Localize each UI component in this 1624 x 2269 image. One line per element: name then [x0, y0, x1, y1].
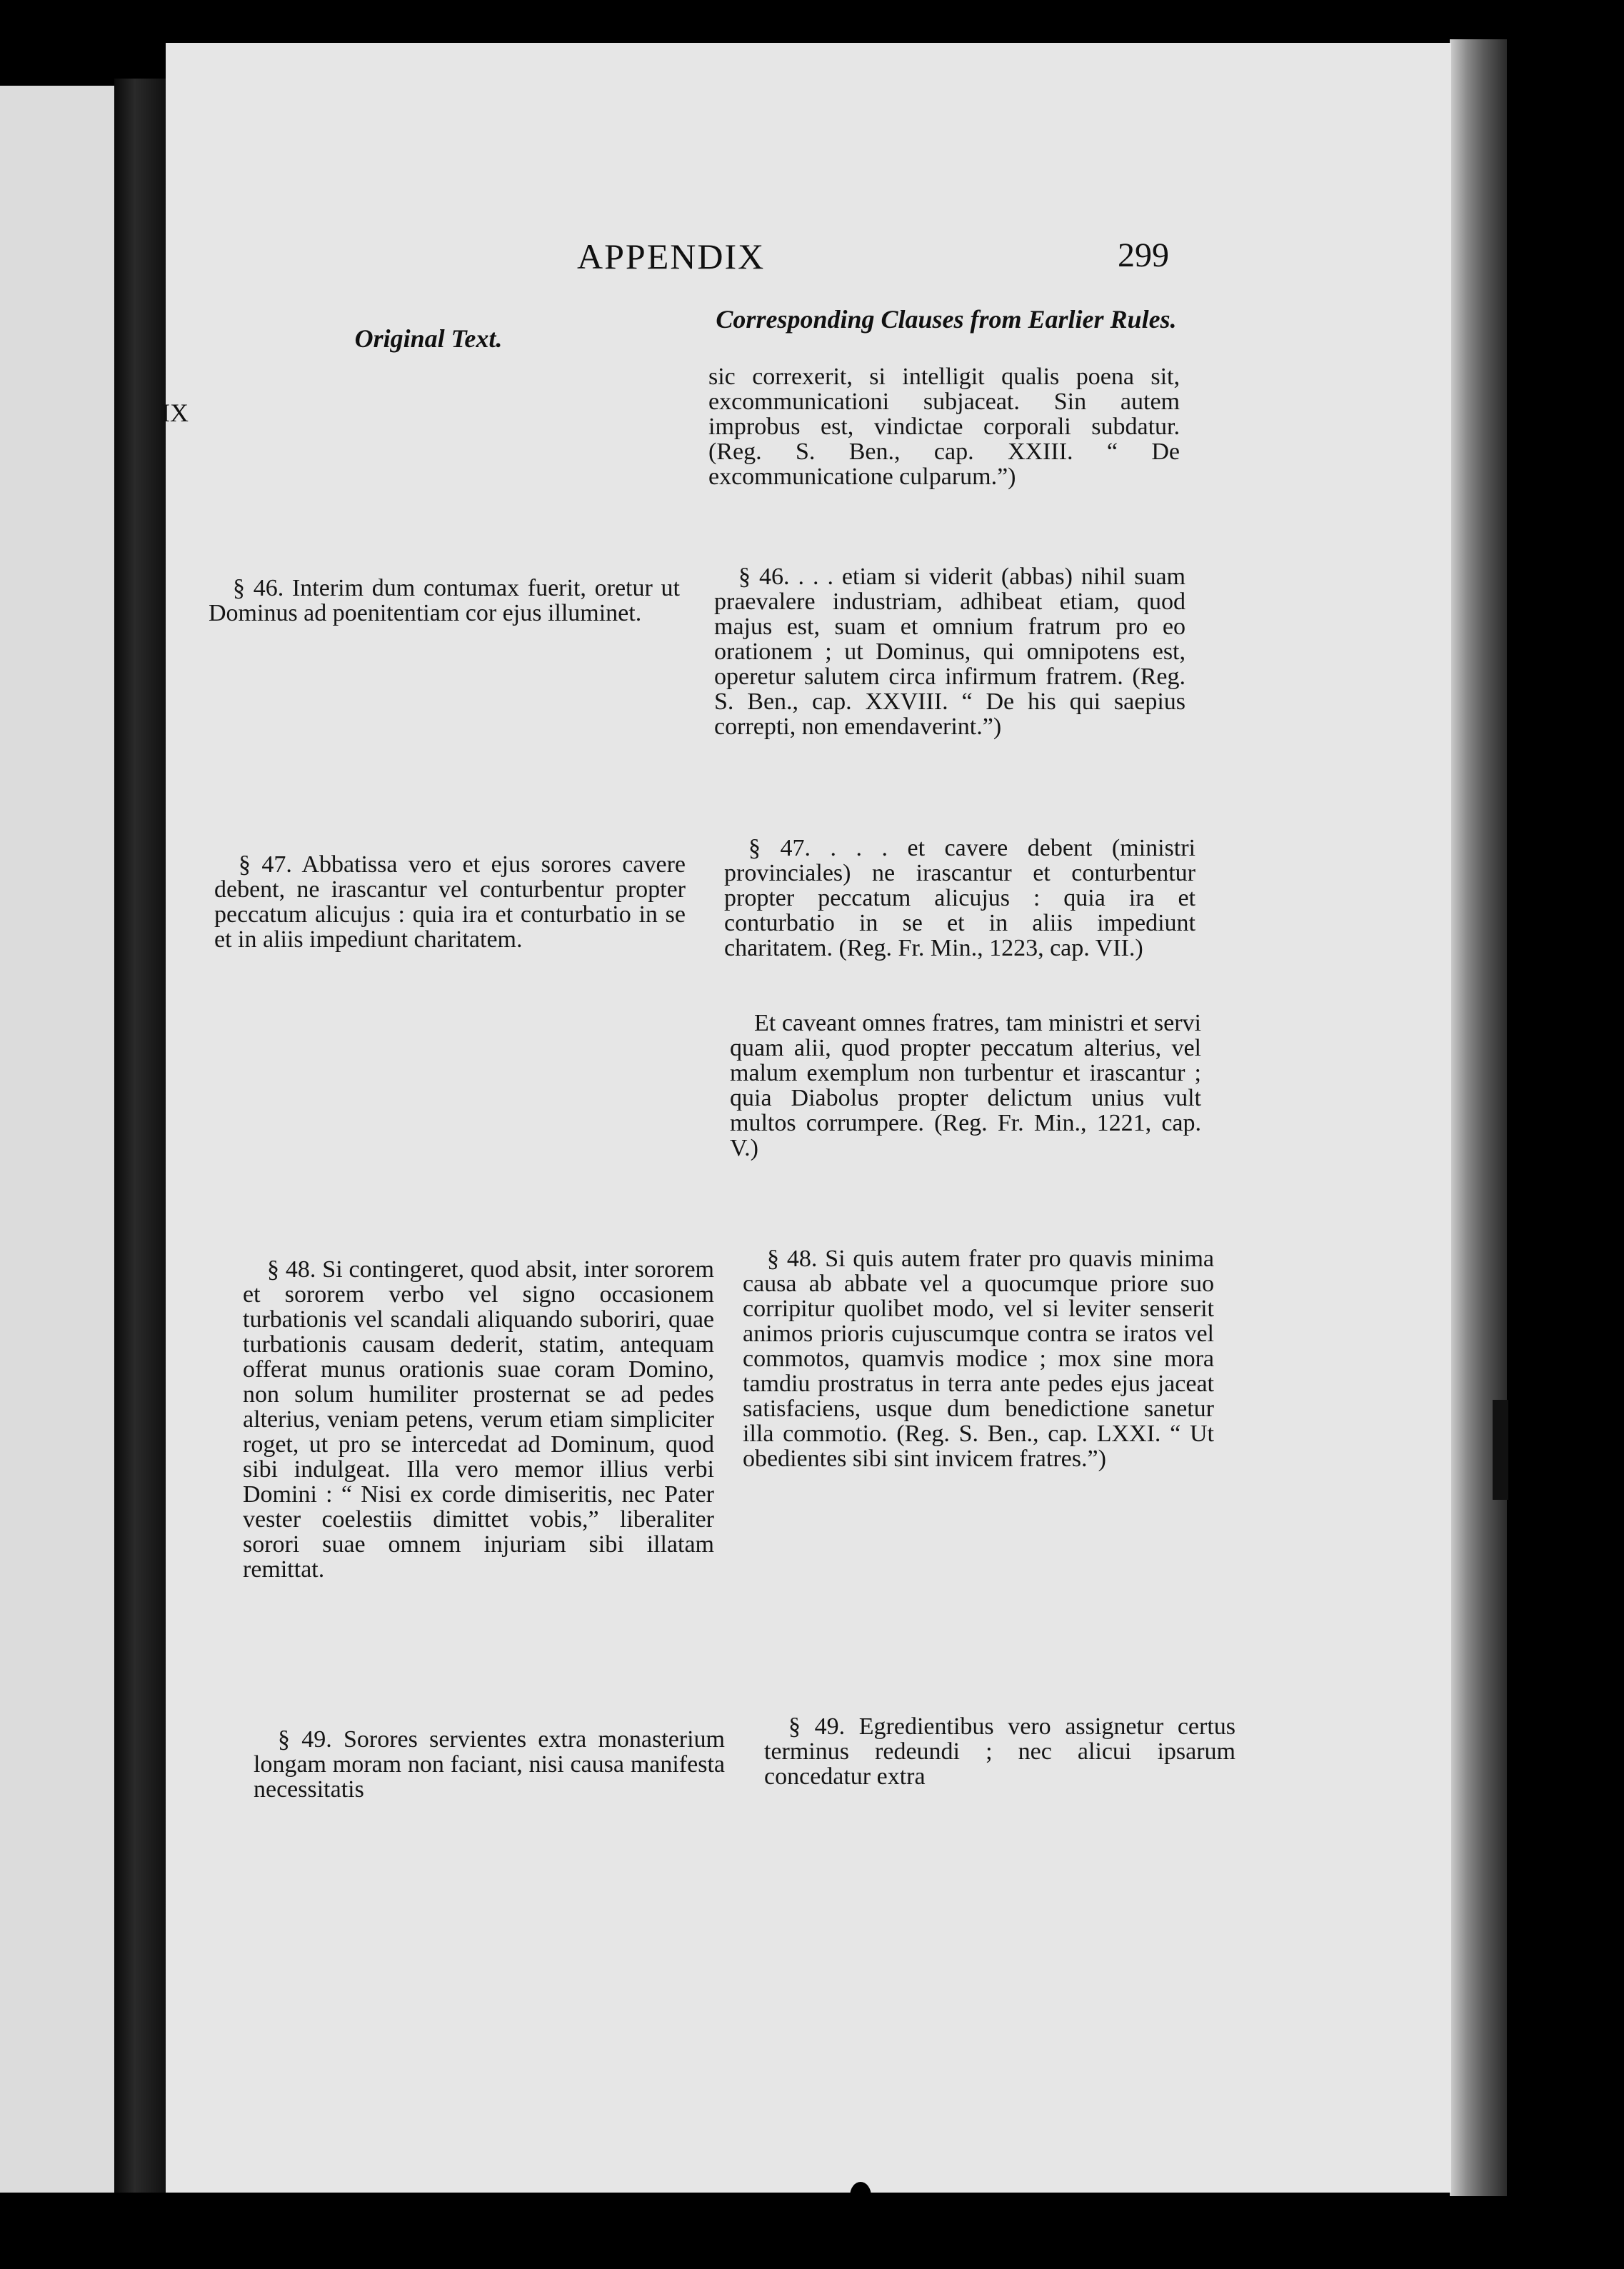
left-paragraph-48: § 48. Si contingeret, quod absit, inter sororem et sororem verbo vel signo occasionem turbationis vel scandali aliquando suboriri, quae turbationis causam dederit, statim, antequam offerat munus orationis suae coram Domino, non solum humiliter prosternat se ad pedes alterius, veniam petens, verum etiam simpliciter roget, ut pro se intercedat ad Dominum, quod sibi indulgeat. Illa vero memor illius verbi Domini : “ Nisi ex corde dimiseritis, nec Pater vester coelestiis dimittet vobis,” liberaliter sorori suae omnem injuriam sibi illatam remittat. [243, 1256, 714, 1583]
right-paragraph-46: § 46. . . . etiam si viderit (abbas) nihil suam praevalere industriam, adhibeat etiam, quod majus est, suam et omnium fratrum pro eo orationem ; ut Dominus, qui omnipotens est, operetur salutem circa infirmum fratrem. (Reg. S. Ben., cap. XXVIII. “ De his qui saepius correpti, non emendaverint.”) [714, 564, 1186, 740]
margin-note: IX [161, 399, 189, 427]
left-paragraph-49: § 49. Sorores servientes extra monasterium longam moram non faciant, nisi causa manifesta necessitatis [254, 1726, 725, 1803]
running-head-title: APPENDIX [577, 236, 766, 276]
right-paragraph-48: § 48. Si quis autem frater pro quavis minima causa ab abbate vel a quocumque priore suo corripitur quolibet modo, vel si leviter senserit animos prioris cujuscumque contra se iratos vel commotos, quamvis modice ; mox sine mora tamdiu prostratus in terra ante pedes ejus jaceat satisfaciens, usque dum benedictione sanetur illa commotio. (Reg. S. Ben., cap. LXXI. “ Ut obedientes sibi sint invicem fratres.”) [743, 1246, 1214, 1472]
right-paragraph-continuation: sic correxerit, si intelligit qualis poena sit, excommunicationi subjaceat. Sin autem improbus est, vindictae corporali subdatur. (Reg. S. Ben., cap. XXIII. “ De excommunicatione culparum.”) [708, 364, 1180, 490]
book-gutter [114, 79, 166, 2193]
page-number: 299 [1118, 236, 1169, 274]
left-paragraph-46: § 46. Interim dum contumax fuerit, oretur ut Dominus ad poenitentiam cor ejus illuminet. [209, 575, 680, 626]
left-column-heading: Original Text. [354, 324, 503, 353]
scan-speck-bottom-right [1189, 2200, 1199, 2224]
right-paragraph-47-continued: Et caveant omnes fratres, tam ministri et servi quam alii, quod propter peccatum alterius, vel malum exemplum non turbentur et irascantur ; quia Diabolus propter delictum unius vult multos corrumpere. (Reg. Fr. Min., 1221, cap. V.) [730, 1010, 1201, 1161]
running-head [412, 236, 1169, 293]
left-paragraph-47: § 47. Abbatissa vero et ejus sorores cavere debent, ne irascantur vel conturbentur propter peccatum alicujus : quia ira et conturbatio in se et in aliis impediunt charitatem. [214, 851, 686, 953]
right-paragraph-49: § 49. Egredientibus vero assignetur certus terminus redeundi ; nec alicui ipsarum concedatur extra [764, 1713, 1235, 1790]
scan-speck-bottom [850, 2182, 871, 2210]
right-paragraph-47: § 47. . . . et cavere debent (ministri provinciales) ne irascantur et conturbentur propter peccatum alicujus : quia ira et conturbatio in se et in aliis impediunt charitatem. (Reg. Fr. Min., 1223, cap. VII.) [724, 835, 1196, 961]
previous-page-edge [0, 86, 114, 2193]
right-column-heading: Corresponding Clauses from Earlier Rules. [716, 305, 1177, 334]
page-stack-edge [1450, 39, 1507, 2196]
scan-speck-top [686, 0, 714, 10]
clip-mark [1493, 1400, 1508, 1500]
